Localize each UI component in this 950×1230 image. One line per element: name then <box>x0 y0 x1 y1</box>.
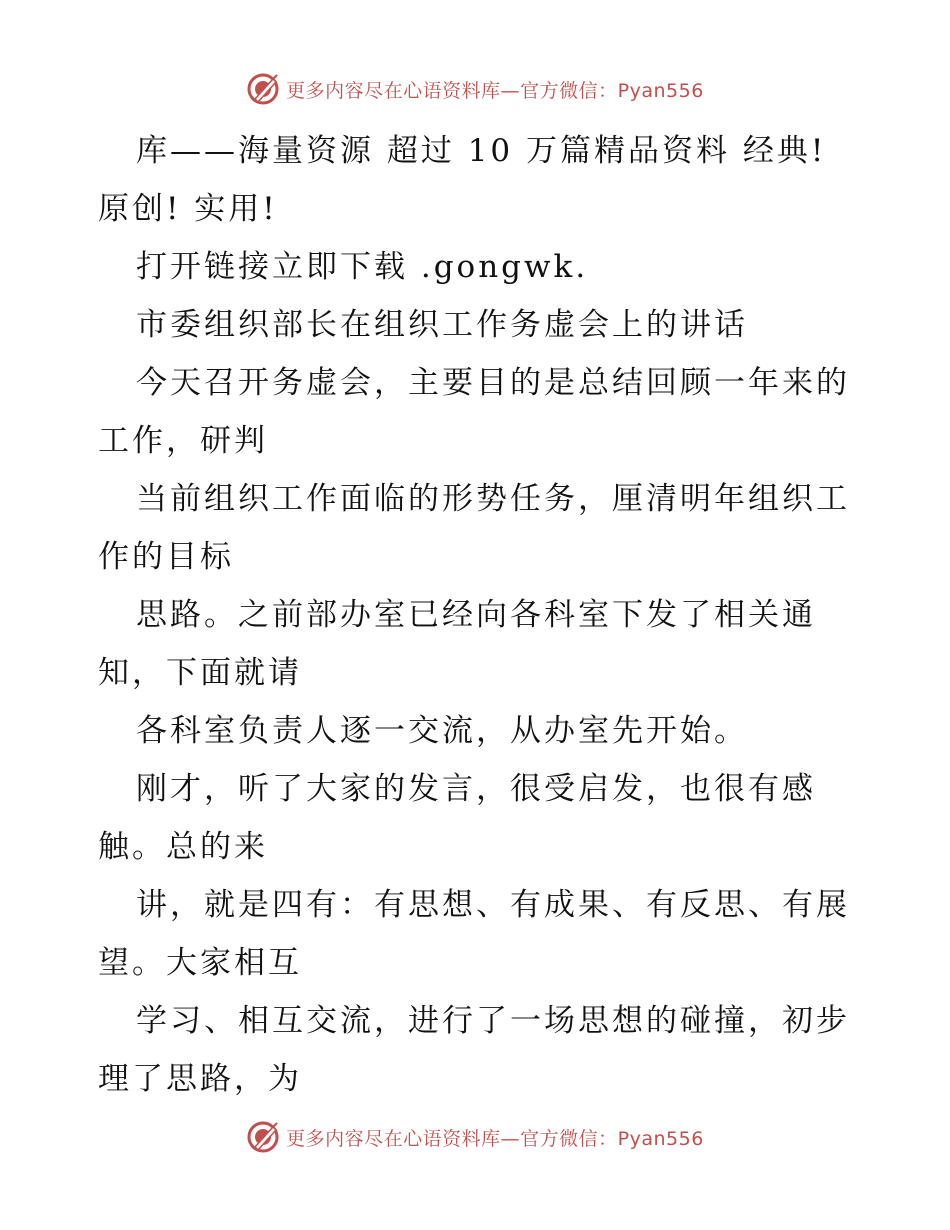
paragraph-2: 打开链接立即下载 .gongwk. <box>136 249 589 285</box>
paragraph-4: 今天召开务虚会，主要目的是总结回顾一年来的工作，研判 <box>98 365 850 459</box>
document-title: 市委组织部长在组织工作务虚会上的讲话 <box>136 307 748 343</box>
paragraph-9: 讲，就是四有：有思想、有成果、有反思、有展望。大家相互 <box>98 887 850 981</box>
banner-text: 更多内容尽在心语资料库—官方微信：Pyan556 <box>286 1127 704 1150</box>
pen-logo-icon <box>246 72 280 106</box>
paragraph-1: 库——海量资源 超过 10 万篇精品资料 经典!原创! 实用! <box>98 133 827 227</box>
paragraph-10: 学习、相互交流，进行了一场思想的碰撞，初步理了思路，为 <box>98 1003 850 1097</box>
document-body <box>98 122 858 1108</box>
header-banner <box>0 72 950 106</box>
paragraph-6: 思路。之前部办室已经向各科室下发了相关通知，下面就请 <box>98 597 816 691</box>
paragraph-7: 各科室负责人逐一交流，从办室先开始。 <box>136 713 748 749</box>
pen-logo-icon <box>246 1120 280 1154</box>
footer-banner <box>0 1120 950 1154</box>
banner-text: 更多内容尽在心语资料库—官方微信：Pyan556 <box>286 79 704 102</box>
paragraph-8: 刚才，听了大家的发言，很受启发，也很有感触。总的来 <box>98 771 816 865</box>
paragraph-5: 当前组织工作面临的形势任务，厘清明年组织工作的目标 <box>98 481 850 575</box>
